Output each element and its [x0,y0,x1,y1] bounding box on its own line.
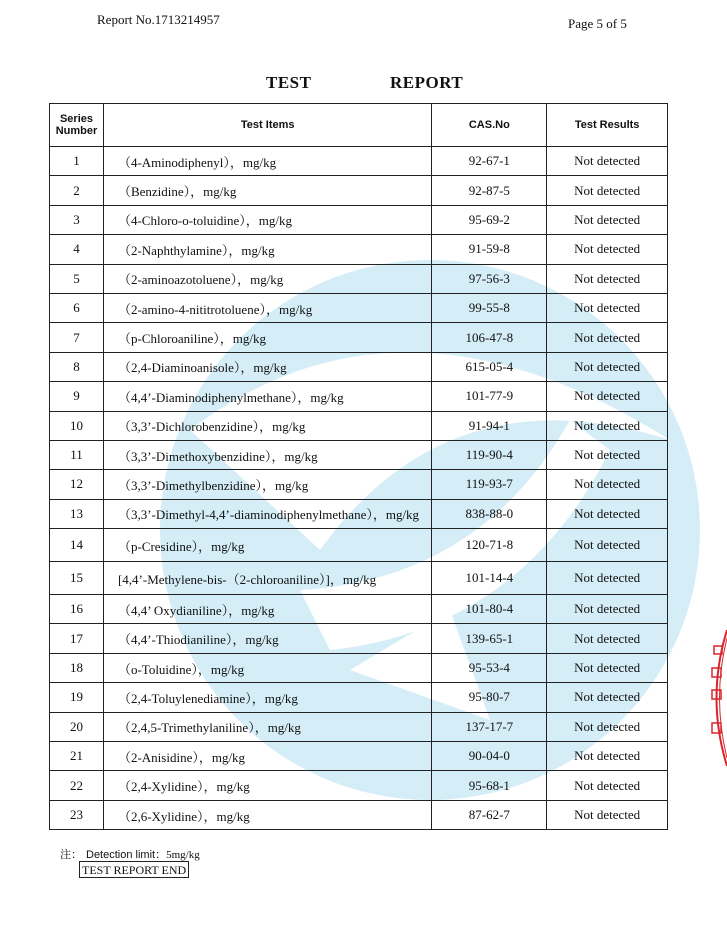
test-item-cell: （p-Cresidine），mg/kg [103,529,432,562]
test-result-cell: Not detected [547,683,668,712]
report-number: Report No.1713214957 [97,12,220,27]
series-number-cell: 17 [50,624,104,653]
table-row [50,323,668,352]
test-result-cell: Not detected [547,499,668,528]
test-item-cell: （3,3’-Dimethoxybenzidine），mg/kg [103,440,432,469]
test-result-cell: Not detected [547,147,668,176]
results-table [49,103,668,830]
test-item-cell: （2,4-Xylidine），mg/kg [103,771,432,800]
table-header-row [50,104,668,147]
series-number-cell: 14 [50,529,104,562]
header-test-items: Test Items [103,104,432,147]
test-result-cell: Not detected [547,771,668,800]
test-result-cell: Not detected [547,595,668,624]
test-item-cell: （2-amino-4-nititrotoluene），mg/kg [103,293,432,322]
test-item-cell: （4,4’ Oxydianiline），mg/kg [103,595,432,624]
table-row [50,653,668,682]
test-result-cell: Not detected [547,529,668,562]
table-row [50,800,668,829]
header-series-number: Series Number [50,104,104,147]
test-item-cell: （3,3’-Dichlorobenzidine），mg/kg [103,411,432,440]
table-row [50,529,668,562]
series-number-cell: 1 [50,147,104,176]
test-item-cell: （4,4’-Thiodianiline），mg/kg [103,624,432,653]
note-prefix: 注： [60,849,82,861]
cas-number-cell: 137-17-7 [432,712,547,741]
test-result-cell: Not detected [547,742,668,771]
series-number-cell: 4 [50,235,104,264]
test-result-cell: Not detected [547,205,668,234]
series-number-cell: 3 [50,205,104,234]
test-item-cell: （2,6-Xylidine），mg/kg [103,800,432,829]
test-result-cell: Not detected [547,293,668,322]
series-number-cell: 11 [50,440,104,469]
table-row [50,440,668,469]
cas-number-cell: 615-05-4 [432,352,547,381]
cas-number-cell: 99-55-8 [432,293,547,322]
cas-number-cell: 120-71-8 [432,529,547,562]
table-row [50,235,668,264]
series-number-cell: 21 [50,742,104,771]
series-number-cell: 22 [50,771,104,800]
cas-number-cell: 92-67-1 [432,147,547,176]
series-number-cell: 12 [50,470,104,499]
test-item-cell: [4,4’-Methylene-bis-（2-chloroaniline）]，mg/kg [103,562,432,595]
test-item-cell: （3,3’-Dimethyl-4,4’-diaminodiphenylmethane），mg/kg [103,499,432,528]
test-result-cell: Not detected [547,411,668,440]
test-item-cell: （2-aminoazotoluene），mg/kg [103,264,432,293]
table-row [50,499,668,528]
cas-number-cell: 91-94-1 [432,411,547,440]
series-number-cell: 15 [50,562,104,595]
test-result-cell: Not detected [547,176,668,205]
series-number-cell: 23 [50,800,104,829]
test-result-cell: Not detected [547,624,668,653]
table-row [50,712,668,741]
table-row [50,411,668,440]
test-result-cell: Not detected [547,800,668,829]
cas-number-cell: 838-88-0 [432,499,547,528]
test-result-cell: Not detected [547,382,668,411]
series-number-cell: 8 [50,352,104,381]
test-item-cell: （4-Chloro-o-toluidine），mg/kg [103,205,432,234]
header-test-results: Test Results [547,104,668,147]
cas-number-cell: 95-80-7 [432,683,547,712]
cas-number-cell: 95-69-2 [432,205,547,234]
series-number-cell: 16 [50,595,104,624]
test-result-cell: Not detected [547,470,668,499]
test-item-cell: （2-Naphthylamine），mg/kg [103,235,432,264]
cas-number-cell: 106-47-8 [432,323,547,352]
table-row [50,470,668,499]
test-result-cell: Not detected [547,562,668,595]
cas-number-cell: 101-14-4 [432,562,547,595]
series-number-cell: 9 [50,382,104,411]
test-item-cell: （2,4-Diaminoanisole），mg/kg [103,352,432,381]
test-item-cell: （3,3’-Dimethylbenzidine），mg/kg [103,470,432,499]
title-test: TEST [266,73,312,92]
series-number-cell: 2 [50,176,104,205]
table-row [50,352,668,381]
test-item-cell: （4,4’-Diaminodiphenylmethane），mg/kg [103,382,432,411]
page-indicator: Page 5 of 5 [568,16,627,31]
test-result-cell: Not detected [547,264,668,293]
note-value: 5mg/kg [166,849,200,861]
series-number-cell: 5 [50,264,104,293]
cas-number-cell: 97-56-3 [432,264,547,293]
cas-number-cell: 92-87-5 [432,176,547,205]
table-row [50,771,668,800]
cas-number-cell: 90-04-0 [432,742,547,771]
detection-limit-note [60,846,200,862]
cas-number-cell: 95-68-1 [432,771,547,800]
seal-stamp-fragment [700,628,727,768]
table-row [50,683,668,712]
test-result-cell: Not detected [547,712,668,741]
table-row [50,147,668,176]
table-row [50,176,668,205]
series-number-cell: 13 [50,499,104,528]
cas-number-cell: 101-80-4 [432,595,547,624]
test-result-cell: Not detected [547,440,668,469]
table-row [50,562,668,595]
title-report: REPORT [390,73,464,92]
cas-number-cell: 119-93-7 [432,470,547,499]
test-item-cell: （2,4-Toluylenediamine），mg/kg [103,683,432,712]
table-row [50,742,668,771]
test-result-cell: Not detected [547,653,668,682]
test-item-cell: （p-Chloroaniline），mg/kg [103,323,432,352]
cas-number-cell: 91-59-8 [432,235,547,264]
test-item-cell: （Benzidine），mg/kg [103,176,432,205]
series-number-cell: 6 [50,293,104,322]
series-number-cell: 18 [50,653,104,682]
cas-number-cell: 101-77-9 [432,382,547,411]
cas-number-cell: 95-53-4 [432,653,547,682]
test-item-cell: （4-Aminodiphenyl），mg/kg [103,147,432,176]
test-result-cell: Not detected [547,235,668,264]
test-result-cell: Not detected [547,323,668,352]
test-item-cell: （2,4,5-Trimethylaniline），mg/kg [103,712,432,741]
series-number-cell: 7 [50,323,104,352]
test-result-cell: Not detected [547,352,668,381]
cas-number-cell: 87-62-7 [432,800,547,829]
series-number-cell: 19 [50,683,104,712]
report-end-label: TEST REPORT END [79,861,189,878]
table-row [50,595,668,624]
table-row [50,264,668,293]
table-row [50,293,668,322]
table-row [50,382,668,411]
series-number-cell: 20 [50,712,104,741]
test-item-cell: （2-Anisidine），mg/kg [103,742,432,771]
table-row [50,624,668,653]
cas-number-cell: 139-65-1 [432,624,547,653]
cas-number-cell: 119-90-4 [432,440,547,469]
series-number-cell: 10 [50,411,104,440]
table-row [50,205,668,234]
note-label: Detection limit： [86,849,167,861]
test-item-cell: （o-Toluidine），mg/kg [103,653,432,682]
header-cas-no: CAS.No [432,104,547,147]
